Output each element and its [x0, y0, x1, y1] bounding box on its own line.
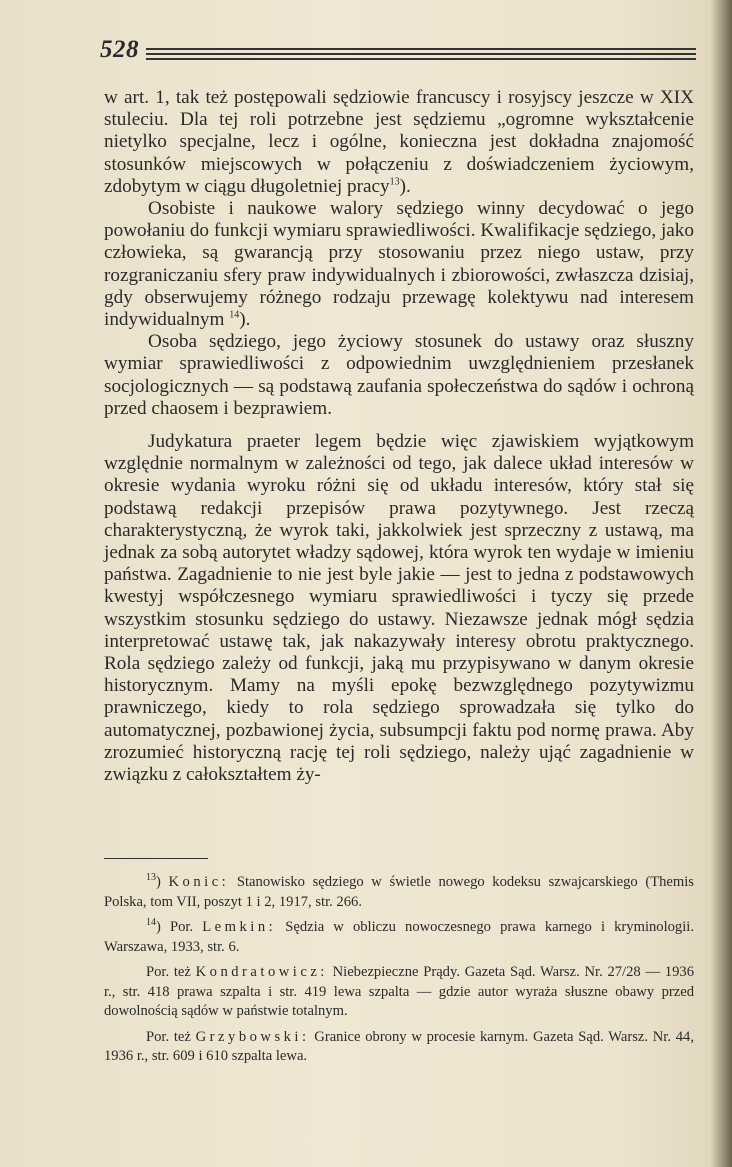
text-run: ): [156, 874, 169, 890]
text-run: Por. też: [146, 1028, 196, 1045]
footnote-13: [104, 873, 694, 912]
header-rule: [146, 53, 696, 55]
page-header: [96, 36, 696, 66]
author-name: Grzybowski:: [195, 1028, 310, 1045]
header-rule: [146, 58, 696, 60]
author-name: Konic:: [168, 874, 230, 890]
author-name: Lemkin:: [202, 919, 277, 935]
author-name: Kondratowicz:: [195, 964, 328, 980]
header-rule: [146, 48, 696, 50]
text-run: Stanowisko sędziego w świetle nowego kodeksu szwajcarskiego (Themis Polska, tom VII, poszyt 1 i 2, 1917, str. 266.: [104, 874, 694, 910]
text-run: Osoba sędziego, jego życiowy stosunek do ustawy oraz słuszny wymiar sprawiedliwości z odpowiednim uwzględnieniem przesłanek socjologicznych — są podstawą zaufania społeczeństwa do sądów i ochroną przed chaosem i bezprawiem.: [104, 331, 694, 419]
footnote-continuation: [104, 963, 694, 1022]
footnote-number: 13: [146, 872, 156, 884]
footnote-14: [104, 918, 694, 957]
footnote-number: 14: [146, 917, 156, 929]
footnote-separator: [104, 858, 208, 859]
footnotes: [104, 873, 694, 1073]
footnote-ref-13: 13: [389, 176, 400, 188]
text-run: Osobiste i naukowe walory sędziego winny decydować o jego powołaniu do funkcji wymiaru sprawiedliwości. Kwalifikacje sędziego, jako człowieka, są gwarancją przy stosowaniu przez niego ustaw, przy rozgraniczaniu sfery praw indywidualnych i zbiorowości, zwłaszcza dzisiaj, gdy obserwujemy różnego rodzaju przewagę kolektywu nad interesem indywidualnym: [104, 198, 694, 331]
paragraph-continuation: [104, 87, 694, 198]
text-run: ).: [239, 309, 251, 331]
text-run: Niebezpieczne Prądy. Gazeta Sąd. Warsz. Nr. 27/28 — 1936 r., str. 418 prawa szpalta i str. 419 lewa szpalta — gdzie autor wyraża słuszne obawy przed dowolnością sądów w państwie totalnym.: [104, 964, 694, 1019]
text-run: ).: [399, 175, 411, 197]
footnote-continuation: [104, 1028, 694, 1067]
main-text: [104, 87, 694, 786]
text-run: Sędzia w obliczu nowoczesnego prawa karnego i kryminologii. Warszawa, 1933, str. 6.: [104, 919, 694, 955]
text-run: Granice obrony w procesie karnym. Gazeta Sąd. Warsz. Nr. 44, 1936 r., str. 609 i 610 szpalta lewa.: [104, 1028, 694, 1064]
text-run: Judykatura praeter legem będzie więc zjawiskiem wyjątkowym względnie normalnym w zależności od tego, jak dalece układ interesów w okresie wydania wyroku różni się od układu interesów, który stał się podstawą redakcji przepisów prawa pozytywnego. Jest rzeczą charakterystyczną, że wyrok taki, jakkolwiek jest sprzeczny z ustawą, ma jednak za sobą autorytet władzy sądowej, która wyrok ten wydaje w imieniu państwa. Zagadnienie to nie jest byle jakie — jest to jedna z podstawowych kwestyj współczesnego wymiaru sprawiedliwości i tyczy się przede wszystkim stosunku sędziego do ustawy. Niezawsze jednak mógł sędzia interpretować ustawę tak, jak nakazywały interesy obrotu praktycznego. Rola sędziego zależy od funkcji, jaką mu przypisywano w danym okresie historycznym. Mamy na myśli epokę bezwzględnego pozytywizmu prawniczego, kiedy to rola sędziego sprowadzała się tylko do automatycznej, pozbawionej życia, subsumpcji faktu pod normę prawa. Aby zrozumieć historyczną rację tej roli sędziego, należy ująć zagadnienie w związku z całokształtem ży-: [104, 431, 694, 786]
text-run: Por. też: [146, 964, 196, 980]
text-run: w art. 1, tak też postępowali sędziowie francuscy i rosyjscy jeszcze w XIX stuleciu. Dla tej roli potrzebne jest sędziemu „ogromne wykształcenie nietylko specjalne, lecz i ogólne, konieczna jest dokładna znajomość stosunków miejscowych w połączeniu z doświadczeniem życiowym, zdobytym w ciągu długoletniej pracy: [104, 87, 694, 197]
footnote-ref-14: 14: [229, 309, 240, 321]
paragraph: [104, 431, 694, 786]
text-run: ) Por.: [156, 919, 203, 935]
paragraph: [104, 331, 694, 420]
paragraph: [104, 198, 694, 331]
page-number: 528: [100, 36, 139, 63]
